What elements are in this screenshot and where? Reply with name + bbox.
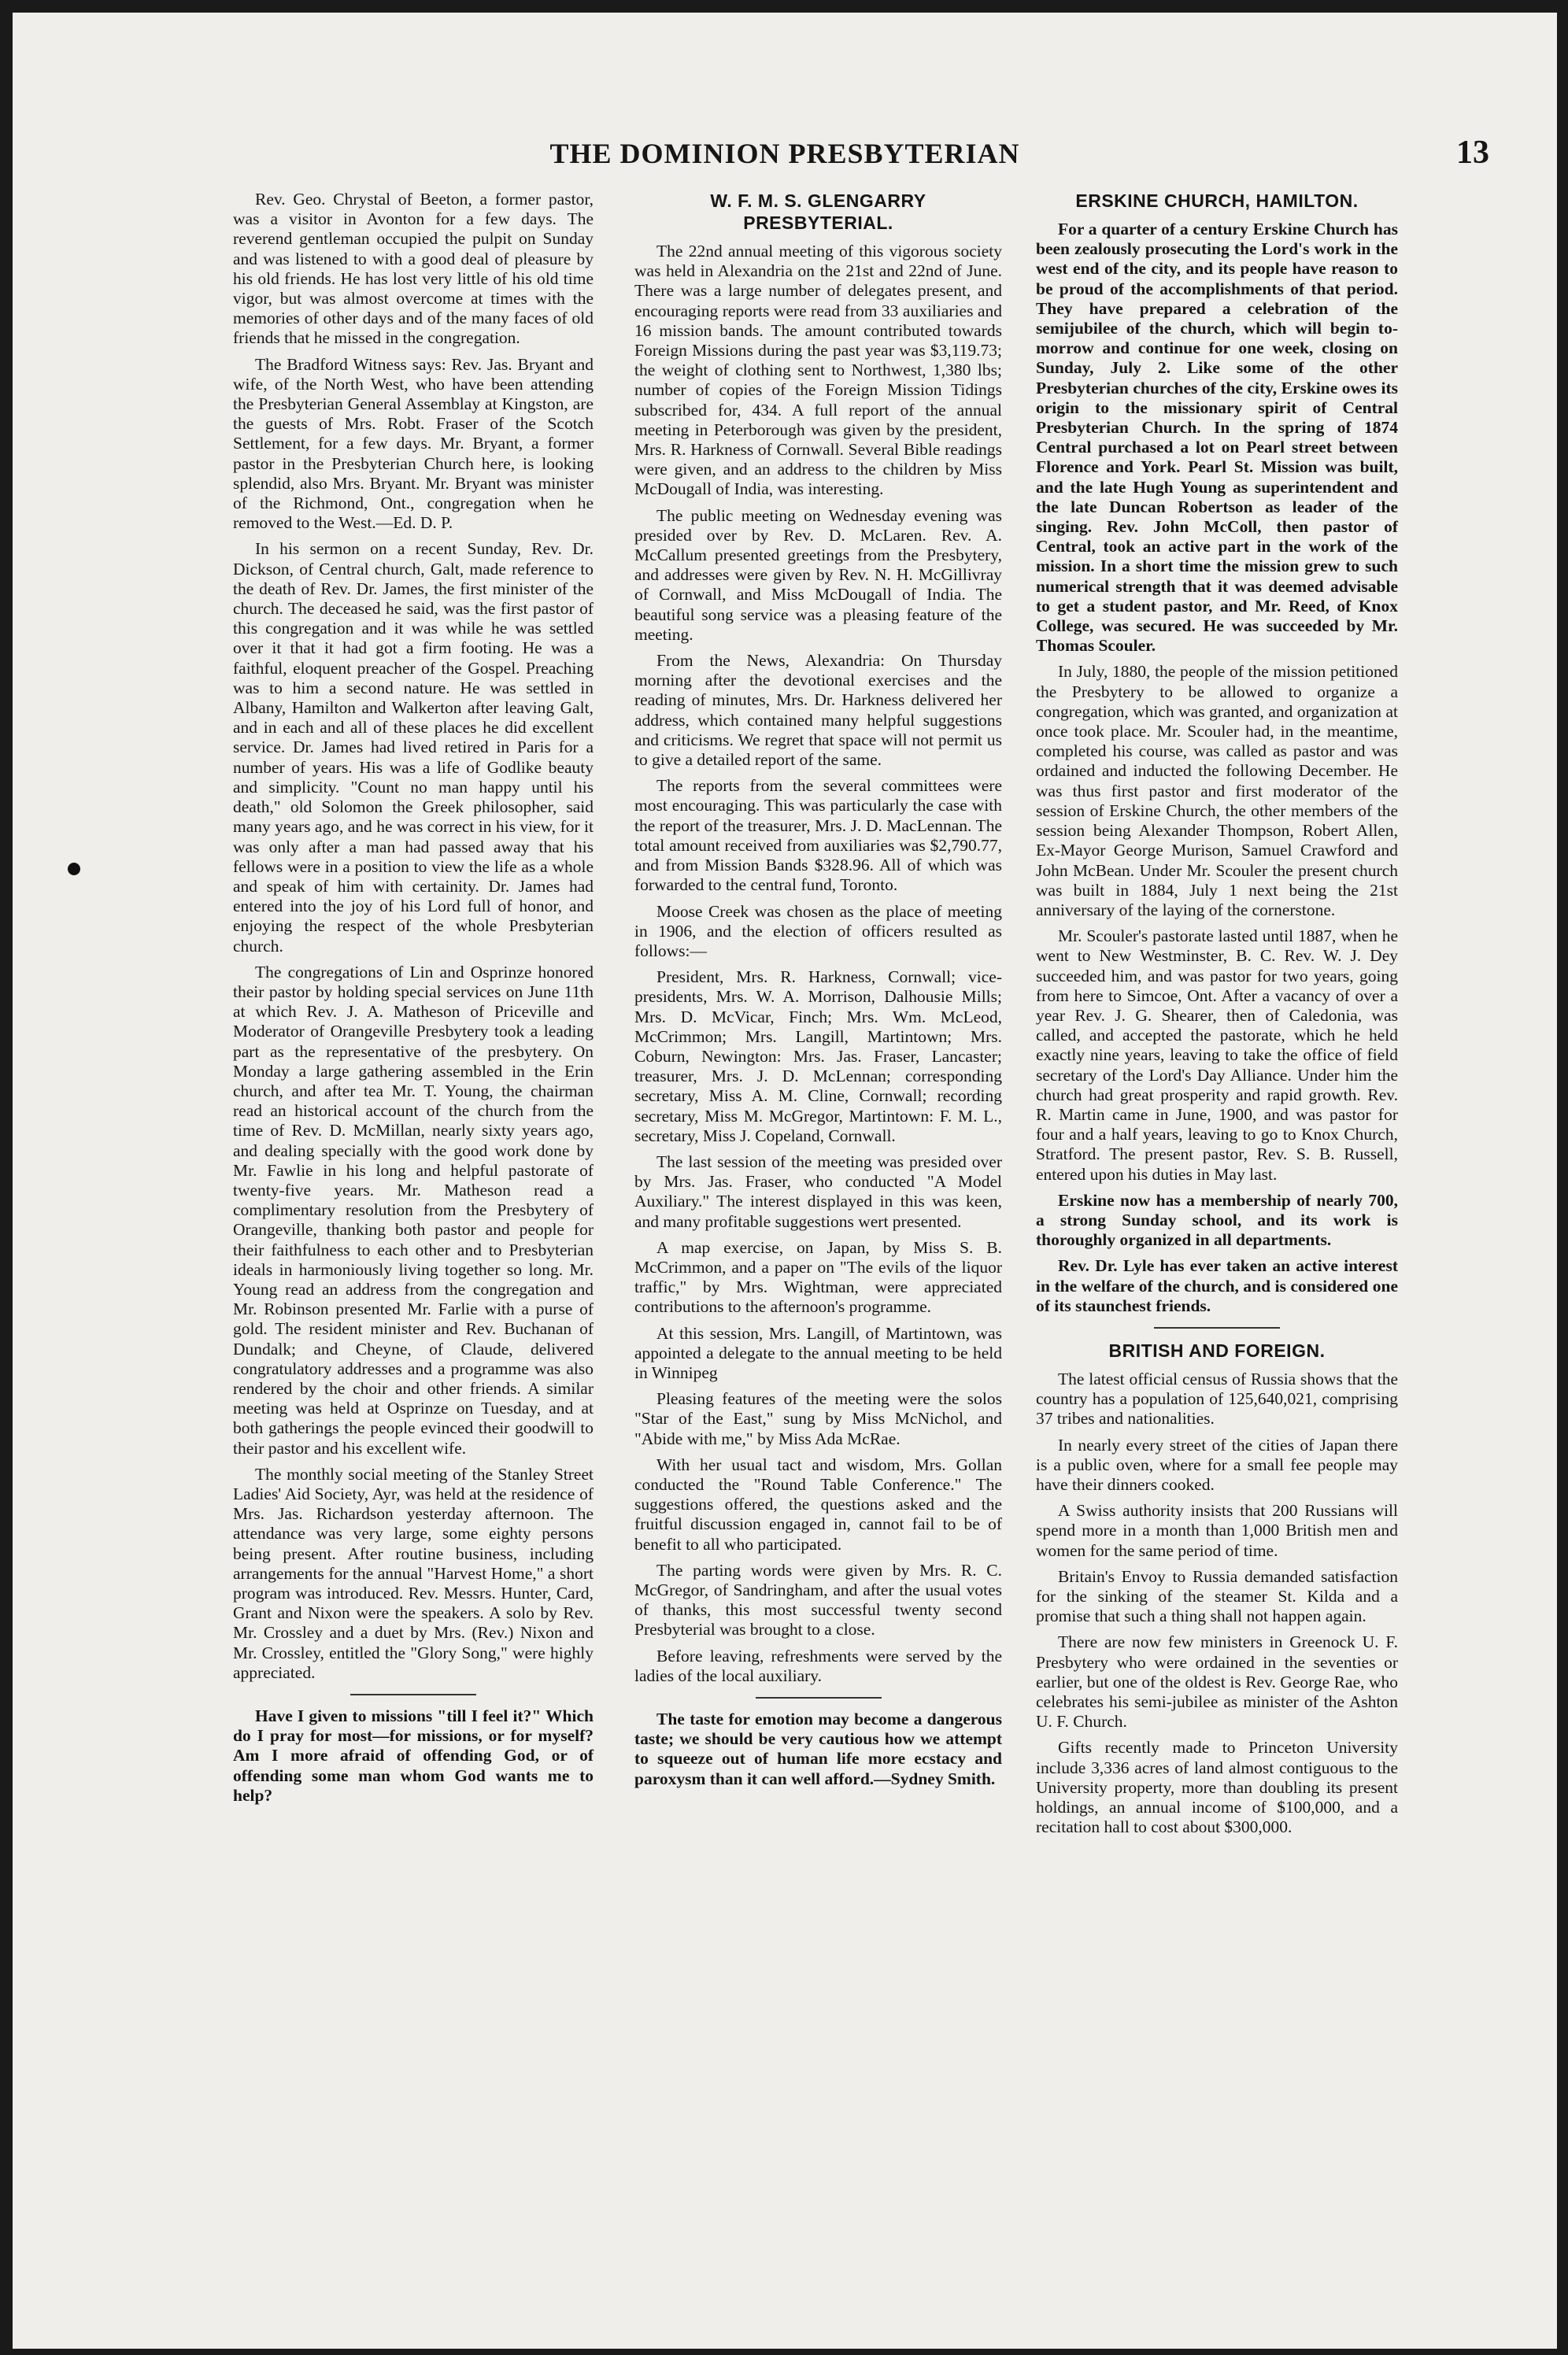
news-item: A Swiss authority insists that 200 Russians will spend more in a month than 1,000 British men and women for the same period of time. xyxy=(1036,1501,1398,1560)
column-right xyxy=(1036,190,1398,1843)
article-paragraph: The congregations of Lin and Osprinze honored their pastor by holding special services on June 11th at which Rev. J. A. Matheson of Priceville and Moderator of Orangeville Presbytery took a leading part as the representative of the presbytery. On Monday a large gathering assembled in the Erin church, and after tea Mr. T. Young, the chairman read an historical account of the church from the time of Rev. D. McMillan, nearly sixty years ago, and dealing specially with the good work done by Mr. Fawlie in his long and helpful pastorate of twenty-five years. Mr. Matheson read a complimentary resolution from the Presbytery of Orangeville, thanking both pastor and people for their faithfulness to each other and to Presbyterian ideals in harmoniously living together so long. Mr. Young read an address from the congregation and Mr. Robinson presented Mr. Farlie with a purse of gold. The resident minister and Rev. Buchanan of Dundalk; and Cheyne, of Claude, delivered congratulatory addresses and a programme was also rendered by the choir and other friends. A similar meeting was held at Osprinze on Tuesday, and at both gatherings the people evinced their goodwill to their pastor and his excellent wife. xyxy=(233,962,594,1458)
article-paragraph: President, Mrs. R. Harkness, Cornwall; vice-presidents, Mrs. W. A. Morrison, Dalhousie Mills; Mrs. D. McVicar, Finch; Mrs. Wm. McLeod, McCrimmon; Mrs. Langill, Martintown; Mrs. Coburn, Newington: Mrs. Jas. Fraser, Lancaster; treasurer, Mrs. J. D. McLennan; corresponding secretary, Miss A. M. Cline, Cornwall; recording secretary, Miss M. McGregor, Martintown: F. M. L., secretary, Miss J. Copeland, Cornwall. xyxy=(634,967,1002,1145)
article-paragraph: The parting words were given by Mrs. R. C. McGregor, of Sandringham, and after the usual votes of thanks, this most successful twenty second Presbyterial was brought to a close. xyxy=(634,1560,1002,1640)
article-paragraph: The public meeting on Wednesday evening was presided over by Rev. D. McLaren. Rev. A. McCallum presented greetings from the Presbytery, and addresses were given by Rev. N. H. McGillivray of Cornwall, and Miss McDougall of India. The beautiful song service was a pleasing feature of the meeting. xyxy=(634,505,1002,644)
news-item: There are now few ministers in Greenock U. F. Presbytery who were ordained in the seventies or earlier, but one of the oldest is Rev. George Rae, who celebrates his semi-jubilee as minister of the Ashton U. F. Church. xyxy=(1036,1632,1398,1732)
article-heading: BRITISH AND FOREIGN. xyxy=(1108,1340,1326,1361)
article-paragraph: The 22nd annual meeting of this vigorous society was held in Alexandria on the 21st and 22nd of June. There was a large number of delegates present, and encouraging reports were read from 33 auxiliaries and 16 mission bands. The amount contributed towards Foreign Missions during the past year was $3,119.73; the weight of clothing sent to Northwest, 1,380 lbs; number of copies of the Foreign Mission Tidings subscribed for, 434. A full report of the annual meeting in Peterborough was given by the president, Mrs. R. Harkness of Cornwall. Several Bible readings were given, and an address to the children by Miss McDougall of India, was interesting. xyxy=(634,242,1002,499)
quotation xyxy=(634,1710,1002,1789)
news-item: Gifts recently made to Princeton University include 3,336 acres of land almost contiguous to the University property, more than doubling its present holdings, an annual income of $100,000, and a recitation hall to cost about $300,000. xyxy=(1036,1738,1398,1837)
bold-block xyxy=(1036,1191,1398,1316)
publication-title: THE DOMINION PRESBYTERIAN xyxy=(549,138,1020,169)
article-paragraph: A map exercise, on Japan, by Miss S. B. McCrimmon, and a paper on "The evils of the liquor traffic," by Mrs. Wightman, were appreciated contributions to the afternoon's programme. xyxy=(634,1237,1002,1317)
article-paragraph: The reports from the several committees were most encouraging. This was particularly the case with the report of the treasurer, Mrs. J. D. MacLennan. The total amount received from auxiliaries was $2,790.77, and from Mission Bands $328.96. All of which was forwarded to the central fund, Toronto. xyxy=(634,776,1002,895)
quote-paragraph: The taste for emotion may become a dangerous taste; we should be very cautious how we attempt to squeeze out of human life more ecstacy and paroxysm than it can well afford.—Sydney Smith. xyxy=(634,1710,1002,1788)
article-heading: ERSKINE CHURCH, HAMILTON. xyxy=(1075,190,1359,211)
news-item: The latest official census of Russia shows that the country has a population of 125,640,021, comprising 37 tribes and nationalities. xyxy=(1036,1369,1398,1429)
article-paragraph: Moose Creek was chosen as the place of meeting in 1906, and the election of officers resulted as follows:— xyxy=(634,901,1002,960)
masthead xyxy=(13,131,1557,178)
bold-block xyxy=(1036,220,1398,656)
column-middle xyxy=(634,190,1002,1795)
article-paragraph: Rev. Dr. Lyle has ever taken an active interest in the welfare of the church, and is considered one of its staunchest friends. xyxy=(1036,1256,1398,1315)
page-number: 13 xyxy=(1456,135,1489,171)
article-paragraph: In July, 1880, the people of the mission petitioned the Presbytery to be allowed to organize a congregation, which was granted, and organization at once took place. Mr. Scouler had, in the meantime, completed his course, was called as pastor and was ordained and inducted the following December. He was thus first pastor and first moderator of the session of Erskine Church, the other members of the session being Alexander Thompson, Robert Allen, Ex-Mayor George Murison, Samuel Crawford and John McBean. Under Mr. Scouler the present church was built in 1884, July 1 next being the 21st anniversary of the laying of the cornerstone. xyxy=(1036,662,1398,919)
divider xyxy=(756,1697,882,1699)
article-paragraph: From the News, Alexandria: On Thursday morning after the devotional exercises and the reading of minutes, Mrs. Dr. Harkness delivered her address, which contained many helpful suggestions and criticisms. We regret that space will not permit us to give a detailed report of the same. xyxy=(634,651,1002,770)
article-paragraph: For a quarter of a century Erskine Church has been zealously prosecuting the Lord's work in the west end of the city, and its people have reason to be proud of the accomplishments of that period. They have prepared a celebration of the semijubilee of the church, which will begin to-morrow and continue for one week, closing on Sunday, July 2. Like some of the other Presbyterian churches of the city, Erskine owes its origin to the missionary spirit of Central Presbyterian Church. In the spring of 1874 Central purchased a lot on Pearl street between Florence and York. Pearl St. Mission was built, and the late Hugh Young as superintendent and the late Duncan Robertson as leader of the singing. Rev. John McColl, then pastor of Central, took an active part in the work of the mission. In a short time the mission grew to such numerical strength that it was deemed advisable to get a student pastor, and Mr. Reed, of Knox College, was secured. He was succeeded by Mr. Thomas Scouler. xyxy=(1036,220,1398,656)
column-left xyxy=(233,190,594,1812)
closing-note xyxy=(233,1706,594,1806)
article-paragraph: The Bradford Witness says: Rev. Jas. Bryant and wife, of the North West, who have been attending the Presbyterian General Assemblay at Kingston, are the guests of Mrs. Robt. Fraser of the Scotch Settlement, for a few days. Mr. Bryant, a former pastor in the Presbyterian Church here, is looking splendid, also Mrs. Bryant. Mr. Bryant was minister of the Richmond, Ont., congregation when he removed to the West.—Ed. D. P. xyxy=(233,354,594,533)
closing-paragraph: Have I given to missions "till I feel it?" Which do I pray for most—for missions, or for myself? Am I more afraid of offending God, or of offending some man whom God wants me to help? xyxy=(233,1706,594,1805)
article-paragraph: The monthly social meeting of the Stanley Street Ladies' Aid Society, Ayr, was held at the residence of Mrs. Jas. Richardson yesterday afternoon. The attendance was very large, some eighty persons being present. After routine business, including arrangements for the annual "Harvest Home," a short program was introduced. Rev. Messrs. Hunter, Card, Grant and Nixon were the speakers. A solo by Rev. Mr. Crossley and a duet by Mrs. (Rev.) Nixon and Mr. Crossley, entitled the "Glory Song," were highly appreciated. xyxy=(233,1464,594,1682)
news-item: In nearly every street of the cities of Japan there is a public oven, where for a small fee people may have their dinners cooked. xyxy=(1036,1435,1398,1494)
news-item: Britain's Envoy to Russia demanded satisfaction for the sinking of the steamer St. Kilda and a promise that such a thing shall not happen again. xyxy=(1036,1566,1398,1626)
article-paragraph: Pleasing features of the meeting were the solos "Star of the East," sung by Miss McNichol, and "Abide with me," by Miss Ada McRae. xyxy=(634,1389,1002,1448)
article-paragraph: Mr. Scouler's pastorate lasted until 1887, when he went to New Westminster, B. C. Rev. W. J. Dey succeeded him, and was pastor for two years, going from here to Simcoe, Ont. After a vacancy of over a year Rev. J. G. Shearer, then of Caledonia, was called, and accepted the pastorate, which he held exactly nine years, leaving to take the office of field secretary of the Lord's Day Alliance. Under him the church had great prosperity and rapid growth. Rev. R. Martin came in June, 1900, and was pastor for four and a half years, leaving to go to Knox Church, Stratford. The present pastor, Rev. S. B. Russell, entered upon his duties in May last. xyxy=(1036,926,1398,1184)
article-paragraph: The last session of the meeting was presided over by Mrs. Jas. Fraser, who conducted "A Model Auxiliary." The interest displayed in this was keen, and many profitable suggestions wert presented. xyxy=(634,1152,1002,1231)
article-paragraph: At this session, Mrs. Langill, of Martintown, was appointed a delegate to the annual meeting to be held in Winnipeg xyxy=(634,1323,1002,1382)
newspaper-page xyxy=(13,13,1557,2349)
article-paragraph: In his sermon on a recent Sunday, Rev. Dr. Dickson, of Central church, Galt, made reference to the death of Rev. Dr. James, the first minister of the church. The deceased he said, was the first pastor of this congregation and it was while he was settled over it that it had got a firm footing. He was a faithful, eloquent preacher of the Gospel. Preaching was to him a second nature. He was settled in Albany, Hamilton and Walkerton after leaving Galt, and in each and all of these places he did excellent service. Dr. James had lived retired in Paris for a number of years. His was a life of Godlike beauty and simplicity. "Count no man happy until his death," old Solomon the Greek philosopher, said many years ago, and he was correct in his view, for it was only after a man had passed away that his fellows were in a position to view the life as a whole and speak of him with certainity. Dr. James had entered into the joy of his Lord full of honor, and enjoying the respect of the whole Presbyterian church. xyxy=(233,539,594,956)
article-paragraph: With her usual tact and wisdom, Mrs. Gollan conducted the "Round Table Conference." The suggestions offered, the questions asked and the fruitful discussion engaged in, cannot fail to be of benefit to all who participated. xyxy=(634,1455,1002,1554)
binding-hole xyxy=(68,863,80,875)
divider xyxy=(350,1694,476,1695)
article-heading: W. F. M. S. GLENGARRY PRESBYTERIAL. xyxy=(710,190,926,233)
article-paragraph: Rev. Geo. Chrystal of Beeton, a former pastor, was a visitor in Avonton for a few days. The reverend gentleman occupied the pulpit on Sunday and was listened to with a good deal of pleasure by his old friends. He has lost very little of his old time vigor, but was almost overcome at times with the memories of other days and of the many faces of old friends that he missed in the congregation. xyxy=(233,190,594,348)
article-paragraph: Erskine now has a membership of nearly 700, a strong Sunday school, and its work is thoroughly organized in all departments. xyxy=(1036,1190,1398,1250)
article-paragraph: Before leaving, refreshments were served by the ladies of the local auxiliary. xyxy=(634,1646,1002,1685)
divider xyxy=(1154,1327,1280,1329)
